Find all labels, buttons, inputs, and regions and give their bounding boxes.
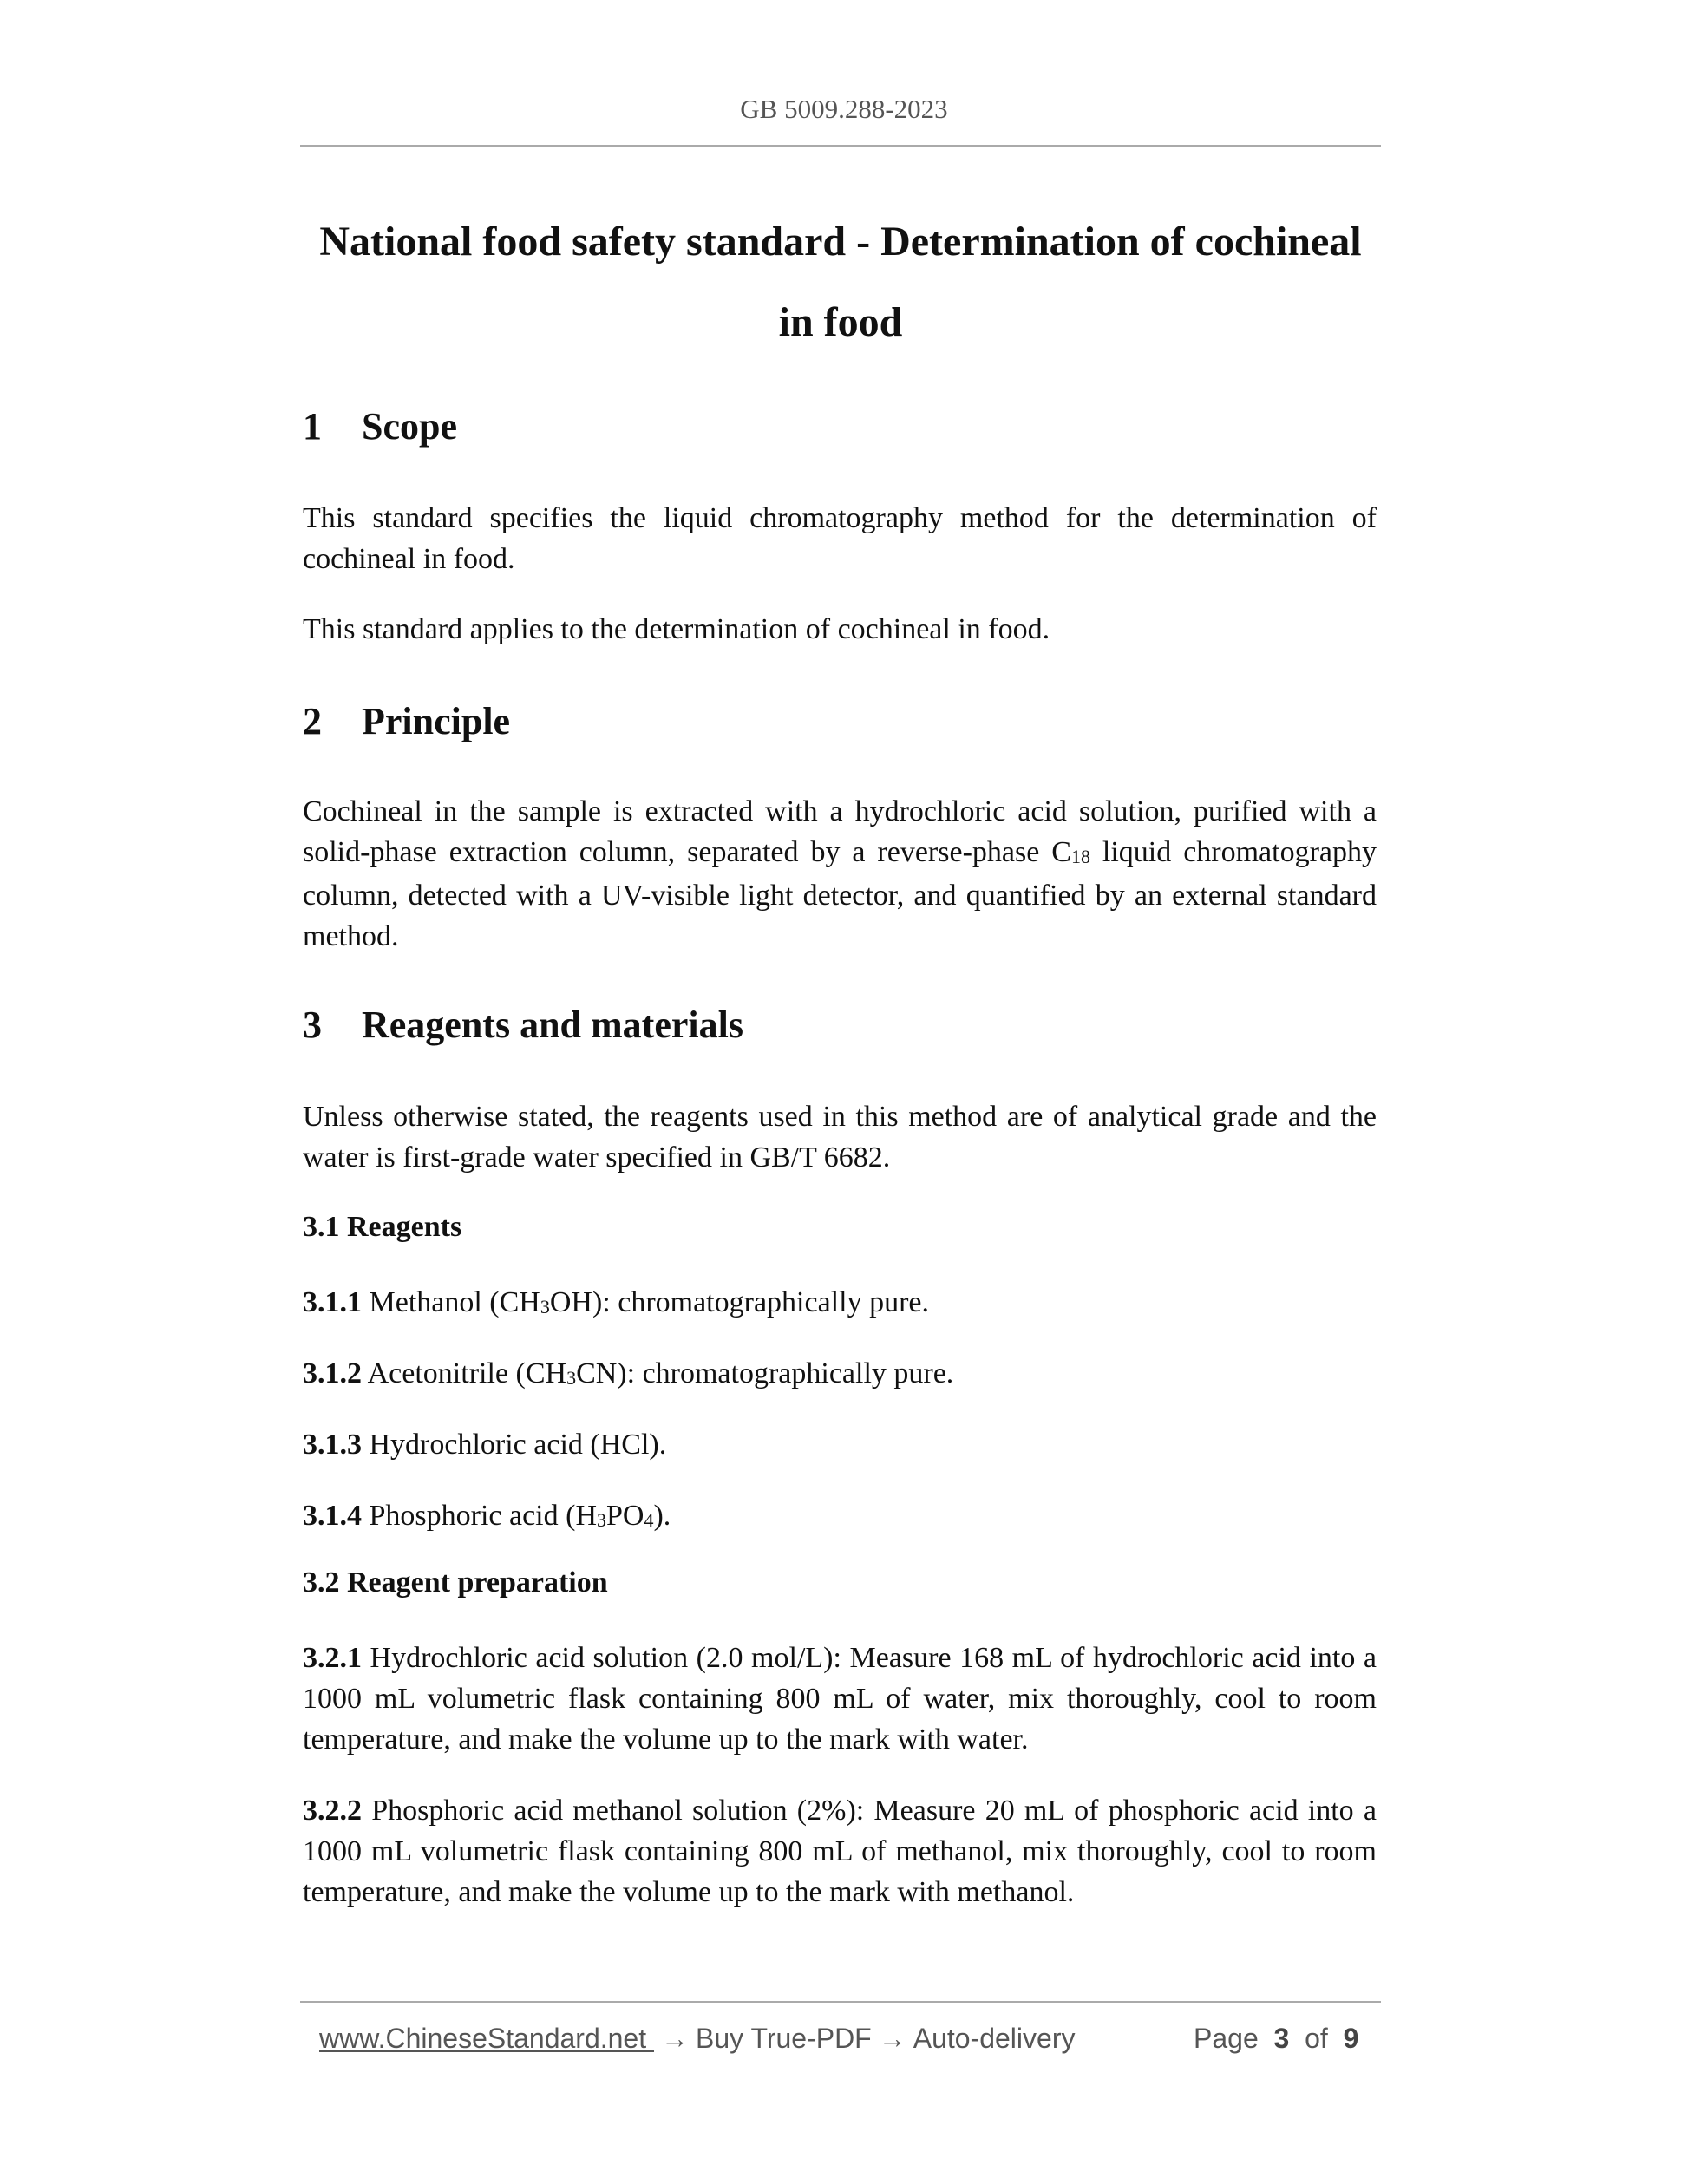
section-title: Principle [362,700,511,742]
item-3-1-4: 3.1.4 Phosphoric acid $(H_3PO_4)$. [303,1500,671,1532]
subheading-reagents: 3.1 Reagents [303,1211,462,1243]
footer-divider [300,2001,1381,2003]
item-3-1-3: 3.1.3 Hydrochloric acid (HCl). [303,1429,667,1461]
item-3-2-2: 3.2.2 Phosphoric acid methanol solution (2%): Measure 20 mL of phosphoric acid into a 1000 mL volumetric flask containing 800 mL of methanol, mix thoroughly, cool to room temperature, and make the volume up to the mark with methanol. [303,1795,1377,1908]
page-indicator: Page 3 of 9 [1194,2023,1359,2054]
reagents-intro-paragraph: Unless otherwise stated, the reagents used in this method are of analytical grade and the water is first-grade water specified in GB/T 6682. [303,1101,1377,1174]
title-line-2: in food [778,299,903,345]
section-number: 1 [303,405,322,448]
arrow-right-icon: → [661,2023,689,2054]
item-3-2-1: 3.2.1 Hydrochloric acid solution (2.0 mol/L): Measure 168 mL of hydrochloric acid into a 1000 mL volumetric flask containing 800 mL of water, mix thoroughly, cool to room temperature, and make the volume up to the mark with water. [303,1642,1377,1756]
website-link[interactable]: www.ChineseStandard.net [319,2023,654,2054]
header-divider [300,145,1381,147]
standard-code-header: GB 5009.288-2023 [740,94,948,124]
section-number: 3 [303,1004,322,1046]
principle-paragraph: Cochineal in the sample is extracted with a hydrochloric acid solution, purified with a solid-phase extraction column, separated by a reverse-phase $C_{18}$ liquid chromatography column, detected with a UV-visible light detector, and quantified by an external standard method. [303,795,1377,952]
section-heading-scope [303,404,457,448]
auto-delivery-text: Auto-delivery [913,2023,1076,2054]
title-line-1: National food safety standard - Determination of cochineal [319,219,1362,265]
section-heading-principle [303,699,510,743]
section-number: 2 [303,700,322,742]
scope-paragraph-1: This standard specifies the liquid chromatography method for the determination of cochineal in food. [303,502,1377,575]
page-footer [319,2023,1360,2055]
item-3-1-2: 3.1.2 Acetonitrile $(CH_3CN)$: chromatographically pure. [303,1357,954,1390]
section-title: Scope [362,405,457,448]
subheading-reagent-preparation: 3.2 Reagent preparation [303,1566,608,1599]
section-heading-reagents [303,1003,743,1047]
total-pages-number: 9 [1343,2023,1359,2054]
section-title: Reagents and materials [362,1004,743,1046]
scope-paragraph-2: This standard applies to the determination of cochineal in food. [303,613,1050,645]
current-page-number: 3 [1273,2023,1290,2054]
arrow-right-icon: → [878,2023,906,2054]
document-title [303,201,1378,363]
item-3-1-1: 3.1.1 Methanol $(CH_3OH)$: chromatographically pure. [303,1286,929,1318]
buy-pdf-text: Buy True-PDF [696,2023,872,2054]
